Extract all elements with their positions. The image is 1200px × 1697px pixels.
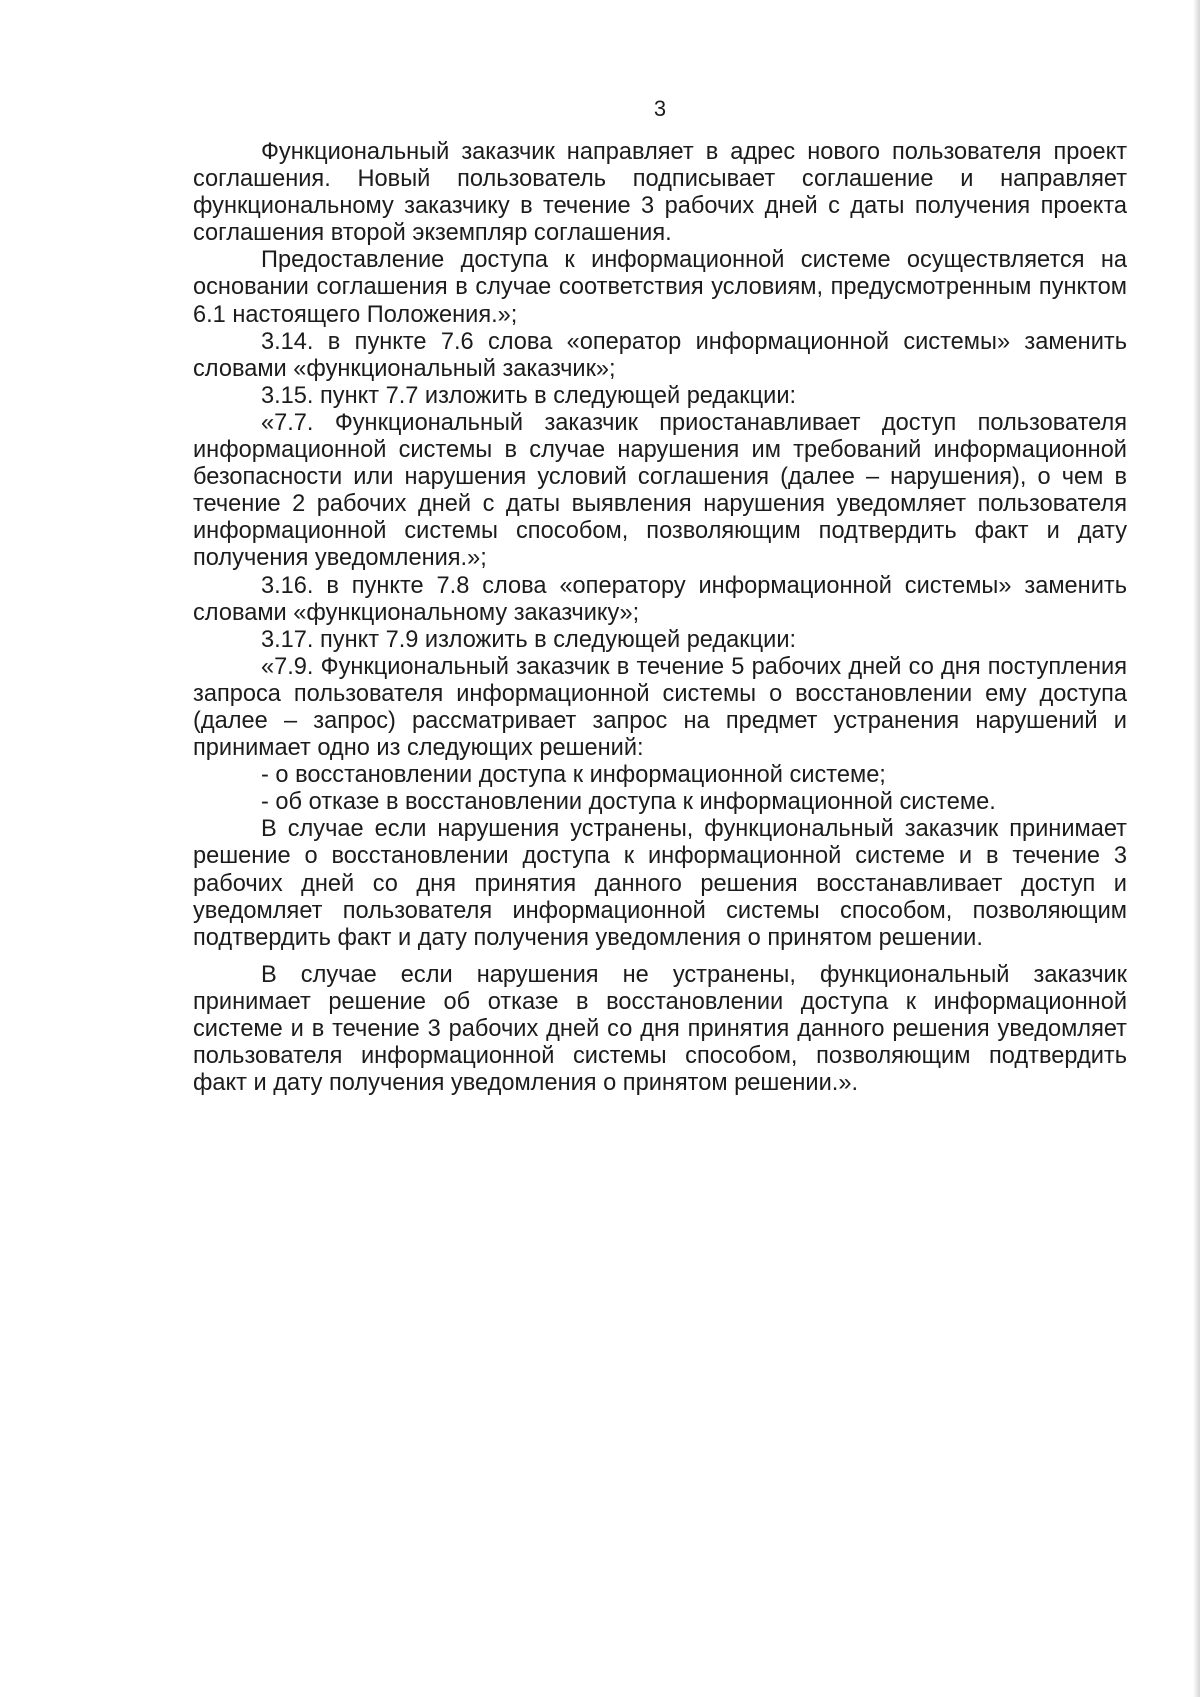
page-number: 3 xyxy=(653,96,667,121)
paragraph-access-grant: Предоставление доступа к информационной системе осуществляется на основании соглашения в случае соответствия условиям, предусмотренным пунктом 6.1 настоящего Положения.»; xyxy=(193,247,1127,328)
paragraph-3-14: 3.14. в пункте 7.6 слова «оператор информационной системы» заменить словами «функциональный заказчик»; xyxy=(193,328,1127,382)
paragraph-3-15: 3.15. пункт 7.7 изложить в следующей редакции: xyxy=(261,382,797,409)
list-item-restore-access: - о восстановлении доступа к информационной системе; xyxy=(261,762,886,789)
paragraph-3-17: 3.17. пункт 7.9 изложить в следующей редакции: xyxy=(261,626,797,653)
paragraph-violations-not-fixed: В случае если нарушения не устранены, функциональный заказчик принимает решение об отказе в восстановлении доступа к информационной системе и в течение 3 рабочих дней со дня принятия данного решения уведомляет пользователя информационной системы способом, позволяющим подтвердить факт и дату получения уведомления о принятом решении.». xyxy=(193,961,1127,1097)
paragraph-new-user-agreement: Функциональный заказчик направляет в адрес нового пользователя проект соглашения. Новый пользователь подписывает соглашение и направляет функциональному заказчику в течение 3 рабочих дней с даты получения проекта соглашения второй экземпляр соглашения. xyxy=(193,139,1127,247)
paragraph-violations-fixed: В случае если нарушения устранены, функциональный заказчик принимает решение о восстановлении доступа к информационной системе и в течение 3 рабочих дней со дня принятия данного решения восстанавливает доступ и уведомляет пользователя информационной системы способом, позволяющим подтвердить факт и дату получения уведомления о принятом решении. xyxy=(193,816,1127,951)
document-body xyxy=(193,139,1127,1097)
paragraph-3-16: 3.16. в пункте 7.8 слова «оператору информационной системы» заменить словами «функциональному заказчику»; xyxy=(193,572,1127,626)
scan-page-edge xyxy=(1193,0,1200,1697)
list-item-refuse-restore: - об отказе в восстановлении доступа к информационной системе. xyxy=(261,789,996,816)
paragraph-7-7: «7.7. Функциональный заказчик приостанавливает доступ пользователя информационной системы в случае нарушения им требований информационной безопасности или нарушения условий соглашения (далее – нарушения), о чем в течение 2 рабочих дней с даты выявления нарушения уведомляет пользователя информационной системы способом, позволяющим подтвердить факт и дату получения уведомления.»; xyxy=(193,409,1127,572)
paragraph-7-9: «7.9. Функциональный заказчик в течение 5 рабочих дней со дня поступления запроса пользователя информационной системы о восстановлении ему доступа (далее – запрос) рассматривает запрос на предмет устранения нарушений и принимает одно из следующих решений: xyxy=(193,653,1127,762)
